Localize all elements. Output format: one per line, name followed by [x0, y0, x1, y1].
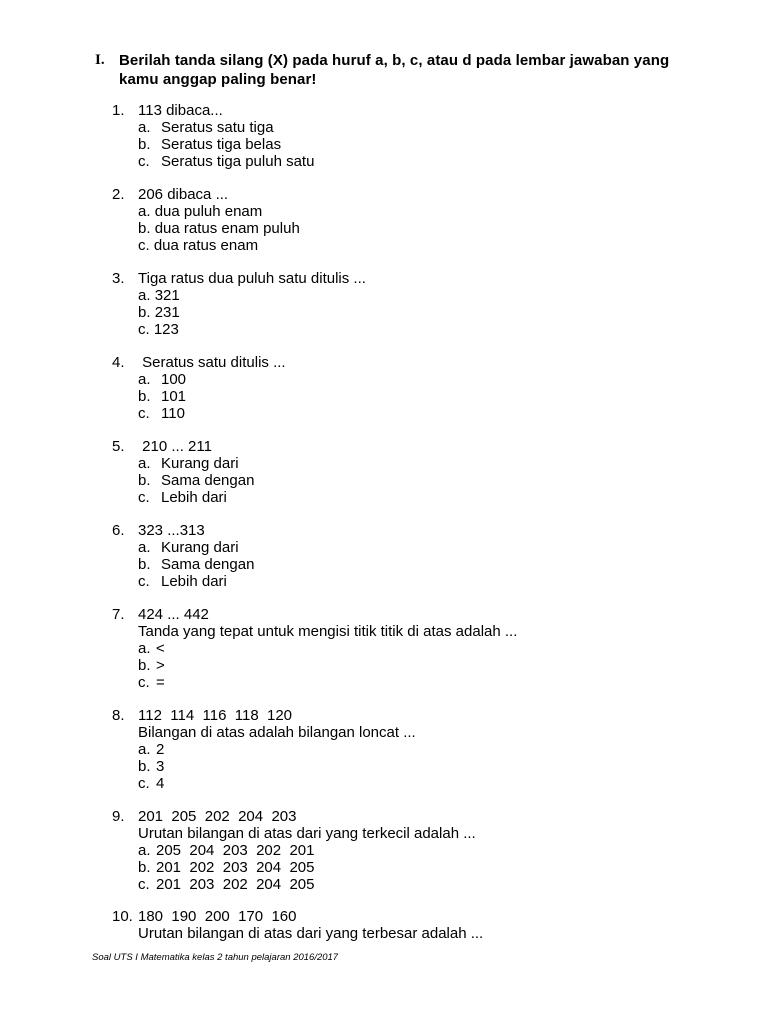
question-6 — [112, 522, 255, 590]
option-letter: c. — [138, 775, 150, 792]
option-b — [112, 758, 165, 775]
question-number: 10. — [112, 908, 133, 925]
question-number: 7. — [112, 606, 125, 623]
option-letter: b. — [138, 657, 151, 674]
option-text: 101 — [161, 388, 187, 405]
option-text: 110 — [161, 405, 185, 422]
option-letter: b. — [138, 136, 151, 153]
option-letter: c. — [138, 153, 150, 170]
question-stem: 323 ...313 — [138, 522, 205, 539]
option-b — [112, 657, 165, 674]
section-number: I. — [95, 52, 105, 68]
option-letter: b. — [138, 758, 151, 775]
question-number: 5. — [112, 438, 125, 455]
option-a — [112, 455, 239, 472]
option-a — [112, 640, 165, 657]
option-text: Kurang dari — [161, 455, 239, 472]
option-c — [112, 876, 315, 893]
question-1 — [112, 102, 315, 170]
option-b — [112, 556, 255, 573]
option-b — [112, 859, 315, 876]
option-text: < — [156, 640, 165, 657]
option-c — [112, 775, 165, 792]
question-subtext: Urutan bilangan di atas dari yang terkecil adalah ... — [138, 825, 476, 842]
question-9 — [112, 808, 476, 893]
option-letter: c. — [138, 489, 150, 506]
option-letter: b. — [138, 304, 151, 321]
option-letter: a. — [138, 203, 151, 220]
option-text: Lebih dari — [161, 573, 227, 590]
question-stem: 206 dibaca ... — [138, 186, 229, 203]
option-c — [112, 405, 185, 422]
question-number: 3. — [112, 270, 125, 287]
question-number: 9. — [112, 808, 125, 825]
option-text: 231 — [154, 304, 180, 321]
option-letter: a. — [138, 640, 151, 657]
option-text: 123 — [153, 321, 179, 338]
option-line — [138, 237, 258, 254]
question-number: 2. — [112, 186, 125, 203]
page-footer: Soal UTS I Matematika kelas 2 tahun pelajaran 2016/2017 — [92, 952, 339, 963]
option-text: Seratus tiga belas — [161, 136, 282, 153]
option-a — [112, 203, 263, 220]
option-text: 321 — [154, 287, 180, 304]
option-text: Seratus satu tiga — [161, 119, 274, 136]
option-letter: a. — [138, 287, 151, 304]
option-c — [112, 489, 227, 506]
option-c — [112, 237, 259, 254]
question-4 — [112, 354, 286, 422]
option-line — [138, 220, 300, 237]
option-letter: a. — [138, 119, 151, 136]
question-stem: 424 ... 442 — [138, 606, 209, 623]
option-letter: b. — [138, 556, 151, 573]
option-letter: a. — [138, 539, 151, 556]
question-number: 8. — [112, 707, 125, 724]
option-text: 201 202 203 204 205 — [156, 859, 315, 876]
option-a — [112, 119, 274, 136]
question-stem: 201 205 202 204 203 — [138, 808, 297, 825]
option-text: 3 — [156, 758, 165, 775]
option-a — [112, 371, 187, 388]
option-letter: c. — [138, 237, 150, 254]
question-stem: 112 114 116 118 120 — [138, 707, 293, 724]
question-number: 1. — [112, 102, 125, 119]
option-c — [112, 321, 179, 338]
option-letter: a. — [138, 842, 151, 859]
option-line — [138, 287, 180, 304]
option-letter: c. — [138, 321, 150, 338]
option-letter: c. — [138, 573, 150, 590]
option-text: 4 — [156, 775, 165, 792]
option-line — [138, 203, 262, 220]
option-text: 100 — [161, 371, 187, 388]
option-a — [112, 539, 239, 556]
option-text: dua ratus enam puluh — [154, 220, 300, 237]
option-b — [112, 220, 300, 237]
option-letter: c. — [138, 876, 150, 893]
question-5 — [112, 438, 255, 506]
question-7 — [112, 606, 518, 691]
question-stem: Seratus satu ditulis ... — [138, 354, 286, 371]
option-c — [112, 674, 165, 691]
question-stem: 210 ... 211 — [138, 438, 212, 455]
question-stem: 180 190 200 170 160 — [138, 908, 297, 925]
option-text: Seratus tiga puluh satu — [161, 153, 315, 170]
question-stem: Tiga ratus dua puluh satu ditulis ... — [138, 270, 366, 287]
option-letter: b. — [138, 472, 151, 489]
question-subtext: Urutan bilangan di atas dari yang terbesar adalah ... — [138, 925, 484, 942]
question-8 — [112, 707, 416, 792]
option-text: dua puluh enam — [154, 203, 263, 220]
option-letter: a. — [138, 741, 151, 758]
option-a — [112, 741, 165, 758]
option-a — [112, 842, 315, 859]
option-b — [112, 136, 282, 153]
option-text: = — [156, 674, 165, 691]
option-text: 205 204 203 202 201 — [156, 842, 315, 859]
option-letter: c. — [138, 405, 150, 422]
question-stem: 113 dibaca... — [138, 102, 223, 119]
question-2 — [112, 186, 300, 254]
option-c — [112, 153, 315, 170]
option-text: > — [156, 657, 165, 674]
option-letter: a. — [138, 371, 151, 388]
option-b — [112, 472, 255, 489]
option-a — [112, 287, 180, 304]
question-10 — [112, 908, 484, 942]
option-b — [112, 304, 180, 321]
option-letter: a. — [138, 455, 151, 472]
question-number: 6. — [112, 522, 125, 539]
question-3 — [112, 270, 366, 338]
option-b — [112, 388, 187, 405]
option-text: 201 203 202 204 205 — [156, 876, 315, 893]
instruction-text: Berilah tanda silang (X) pada huruf a, b, c, atau d pada lembar jawaban yang kamu anggap paling benar! — [119, 52, 670, 88]
option-text: dua ratus enam — [153, 237, 259, 254]
option-line — [138, 321, 179, 338]
option-text: Kurang dari — [161, 539, 239, 556]
option-text: Sama dengan — [161, 556, 255, 573]
option-letter: b. — [138, 388, 151, 405]
question-subtext: Tanda yang tepat untuk mengisi titik titik di atas adalah ... — [138, 623, 518, 640]
option-text: 2 — [156, 741, 165, 758]
option-letter: c. — [138, 674, 150, 691]
question-subtext: Bilangan di atas adalah bilangan loncat ... — [138, 724, 416, 741]
option-c — [112, 573, 227, 590]
option-letter: b. — [138, 859, 151, 876]
option-text: Lebih dari — [161, 489, 227, 506]
option-line — [138, 304, 180, 321]
question-number: 4. — [112, 354, 125, 371]
option-letter: b. — [138, 220, 151, 237]
option-text: Sama dengan — [161, 472, 255, 489]
